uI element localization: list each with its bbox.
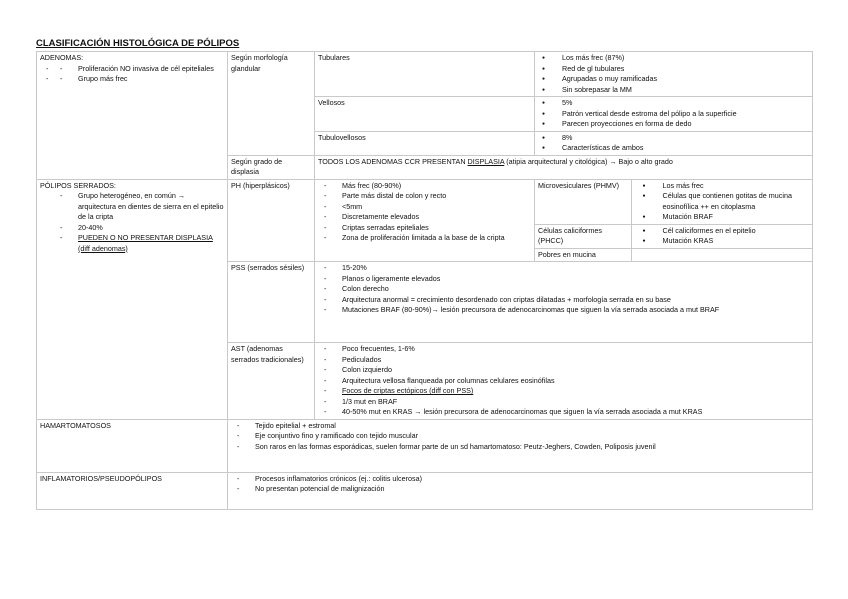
list-item: - Focos de criptas ectópicos (diff con PSS) (318, 386, 809, 397)
list-item: ● Los más frec (641, 181, 810, 192)
list-item: - Colon izquierdo (318, 365, 809, 376)
list-item: - 15-20% (318, 263, 809, 274)
list-item: ● 5% (540, 98, 809, 109)
list-item: - Arquitectura vellosa flanqueada por columnas celulares eosinófilas (318, 376, 809, 387)
page-title: CLASIFICACIÓN HISTOLÓGICA DE PÓLIPOS (36, 38, 240, 49)
phcc-label: Células caliciformes (PHCC) (535, 224, 631, 248)
morfologia-label: Según morfología glandular (228, 52, 315, 156)
phcc-cell (631, 224, 812, 248)
pobres-label: Pobres en mucina (535, 248, 631, 261)
row-serrados-ph (37, 179, 813, 262)
list-item: - Procesos inflamatorios crónicos (ej.: colitis ulcerosa) (231, 474, 809, 485)
list-item: - Pediculados (318, 355, 809, 366)
list-item: - Parte más distal de colon y recto (318, 191, 531, 202)
list-item: - Arquitectura anormal = crecimiento desordenado con criptas dilatadas + morfología serrada en su base (318, 295, 809, 306)
adenomas-label: ADENOMAS: (40, 53, 84, 62)
row-hamartomatosos (37, 419, 813, 472)
list-item: - Poco frecuentes, 1-6% (318, 344, 809, 355)
ast-label: AST (adenomas serrados tradicionales) (228, 343, 315, 420)
list-item: ● Características de ambos (540, 143, 809, 154)
list-item: ● Patrón vertical desde estroma del pólipo a la superficie (540, 109, 809, 120)
list-item: ● Parecen proyecciones en forma de dedo (540, 119, 809, 130)
list-item: - Zona de proliferación limitada a la base de la cripta (318, 233, 531, 244)
list-item: - Eje conjuntivo fino y ramificado con tejido muscular (231, 431, 809, 442)
list-item: - 40-50% mut en KRAS → lesión precursora de adenocarcinomas que siguen la vía serrada asociada a mut KRAS (318, 407, 809, 418)
displasia-cell: TODOS LOS ADENOMAS CCR PRESENTAN DISPLASIA (atipia arquitectural y citológica) → Bajo o alto grado (315, 155, 813, 179)
tubulares-cell (535, 52, 813, 97)
adenomas-cell (37, 52, 228, 180)
row-inflamatorios (37, 472, 813, 509)
tubulares-label: Tubulares (315, 52, 535, 97)
list-item: ● 8% (540, 133, 809, 144)
inflamatorios-label: INFLAMATORIOS/PSEUDOPÓLIPOS (37, 472, 228, 509)
list-item: - Más frec (80-90%) (318, 181, 531, 192)
pobres-empty (631, 248, 812, 261)
list-item: ● Agrupadas o muy ramificadas (540, 74, 809, 85)
list-item: ● Los más frec (87%) (540, 53, 809, 64)
list-item: - <5mm (318, 202, 531, 213)
ph-cell (315, 179, 535, 262)
list-item: ● Sin sobrepasar la MM (540, 85, 809, 96)
list-item: ● Mutación KRAS (641, 236, 810, 247)
tubulovellosos-label: Tubulovellosos (315, 131, 535, 155)
list-item: - Son raros en las formas esporádicas, suelen formar parte de un sd hamartomatoso: Peutz-Jeghers, Cowden, Poliposis juvenil (231, 442, 809, 453)
list-item: - 20-40% (60, 222, 103, 232)
phmv-label: Microvesiculares (PHMV) (535, 180, 631, 225)
hamartomatosos-label: HAMARTOMATOSOS (37, 419, 228, 472)
list-item: ● Células que contienen gotitas de mucina eosinofílica ++ en citoplasma (641, 191, 810, 212)
classification-table (36, 51, 813, 510)
list-item: ● Cél caliciformes en el epitelio (641, 226, 810, 237)
ph-subtypes-table (535, 180, 812, 262)
vellosos-label: Vellosos (315, 97, 535, 132)
list-item: - PUEDEN O NO PRESENTAR DISPLASIA (diff adenomas) (60, 233, 213, 253)
list-item: - No presentan potencial de malignización (231, 484, 809, 495)
ph-label: PH (hiperplásicos) (228, 179, 315, 262)
inflamatorios-cell (228, 472, 813, 509)
list-item: - Planos o ligeramente elevados (318, 274, 809, 285)
pss-label: PSS (serrados sésiles) (228, 262, 315, 343)
row-adenomas-tubulares (37, 52, 813, 97)
hamartomatosos-cell (228, 419, 813, 472)
list-item: - - Grupo más frec (40, 74, 224, 85)
vellosos-cell (535, 97, 813, 132)
list-item: ● Red de gl tubulares (540, 64, 809, 75)
displasia-label: Según grado de displasia (228, 155, 315, 179)
list-item: ● Mutación BRAF (641, 212, 810, 223)
list-item: - - Proliferación NO invasiva de cél epiteliales (40, 64, 224, 75)
list-item: - Colon derecho (318, 284, 809, 295)
list-item: - Tejido epitelial + estromal (231, 421, 809, 432)
list-item: - Criptas serradas epiteliales (318, 223, 531, 234)
serrados-cell (37, 179, 228, 419)
serrados-label: PÓLIPOS SERRADOS: (40, 180, 116, 190)
ph-subtypes-cell (535, 179, 813, 262)
list-item: - 1/3 mut en BRAF (318, 397, 809, 408)
list-item: - Mutaciones BRAF (80-90%)→ lesión precursora de adenocarcinomas que siguen la vía serrada asociada a mut BRAF (318, 305, 809, 316)
phmv-cell (631, 180, 812, 225)
pss-cell (315, 262, 813, 343)
tubulovellosos-cell (535, 131, 813, 155)
list-item: - Discretamente elevados (318, 212, 531, 223)
list-item: - Grupo heterogéneo, en común → arquitectura en dientes de sierra en el epitelio de la cripta (60, 191, 224, 221)
ast-cell (315, 343, 813, 420)
